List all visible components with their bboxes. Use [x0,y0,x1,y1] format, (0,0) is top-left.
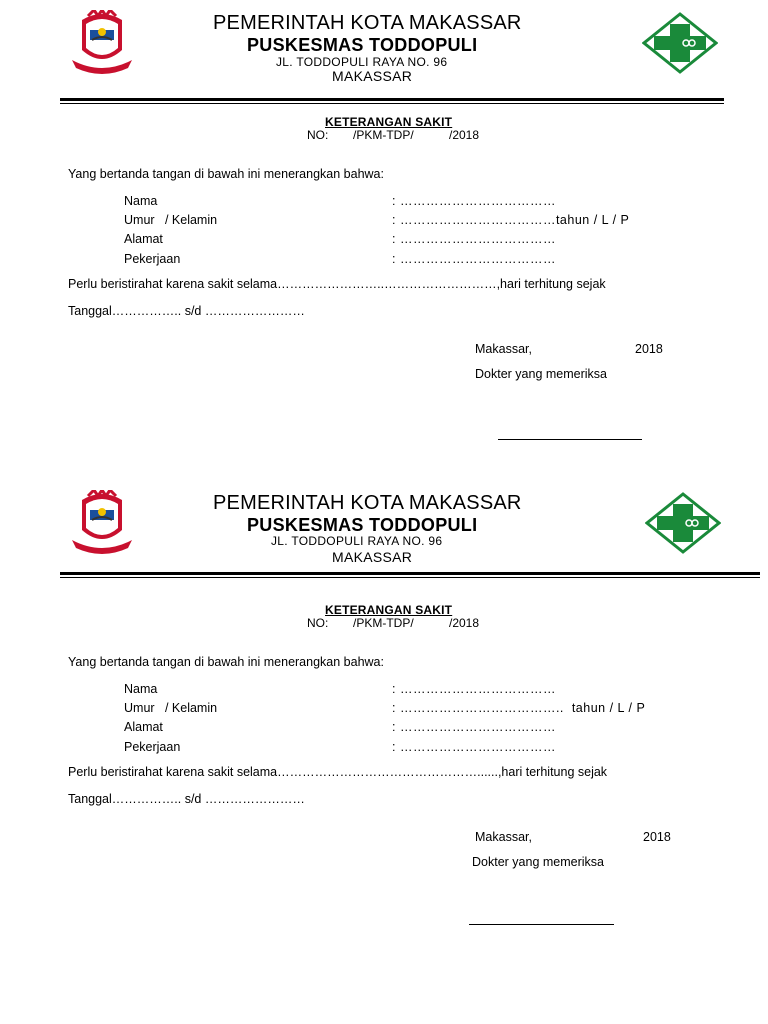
year-label: 2018 [643,830,671,844]
field-value-nama: : ……………………………… [392,194,556,208]
field-label-pekerjaan: Pekerjaan [124,252,181,266]
header-government: PEMERINTAH KOTA MAKASSAR [213,492,522,514]
year-label: 2018 [635,342,663,356]
puskesmas-cross-logo-icon [645,492,721,554]
header-institution: PUSKESMAS TODDOPULI [247,35,478,55]
field-value-nama: : ……………………………… [392,682,556,696]
intro-text: Yang bertanda tangan di bawah ini menerangkan bahwa: [68,655,384,669]
document-title: KETERANGAN SAKIT [325,603,453,617]
number-code: /PKM-TDP/ [353,128,414,142]
place-label: Makassar, [475,830,532,844]
rest-period-line: Perlu beristirahat karena sakit selama……………………..………………………,hari terhitung sejak [68,277,606,291]
intro-text: Yang bertanda tangan di bawah ini menerangkan bahwa: [68,167,384,181]
header-divider-thick [60,98,724,101]
field-label-umur: Umur / Kelamin [124,213,218,227]
date-range-line: Tanggal…………….. s/d …………………… [68,792,305,806]
field-value-alamat: : ……………………………… [392,232,556,246]
header-institution: PUSKESMAS TODDOPULI [247,515,478,535]
date-range-line: Tanggal…………….. s/d …………………… [68,304,305,318]
number-year: /2018 [449,128,480,142]
place-label: Makassar, [475,342,532,356]
field-label-umur: Umur / Kelamin [124,701,218,715]
header-divider-thin [60,103,724,104]
signature-line [469,924,614,925]
field-label-nama: Nama [124,194,158,208]
field-value-umur: : ………………………………tahun / L / P [392,213,630,227]
field-label-pekerjaan: Pekerjaan [124,740,181,754]
field-label-alamat: Alamat [124,232,163,246]
header-government: PEMERINTAH KOTA MAKASSAR [213,12,522,34]
signer-label: Dokter yang memeriksa [475,367,607,381]
number-code: /PKM-TDP/ [353,616,414,630]
header-divider-thin [60,577,760,578]
makassar-city-emblem-icon [68,10,136,74]
number-label: NO: [307,128,329,142]
header-city: MAKASSAR [332,68,413,84]
rest-period-line: Perlu beristirahat karena sakit selama…………………………………………......,hari terhitung sejak [68,765,608,779]
number-label: NO: [307,616,329,630]
field-value-pekerjaan: : ……………………………… [392,252,556,266]
field-label-alamat: Alamat [124,720,163,734]
field-value-alamat: : ……………………………… [392,720,556,734]
document-title: KETERANGAN SAKIT [325,115,453,129]
field-value-pekerjaan: : ……………………………… [392,740,556,754]
field-label-nama: Nama [124,682,158,696]
signature-line [498,439,642,440]
puskesmas-cross-logo-icon [642,12,718,74]
makassar-city-emblem-icon [68,490,136,554]
header-address: JL. TODDOPULI RAYA NO. 96 [271,534,443,548]
header-address: JL. TODDOPULI RAYA NO. 96 [276,55,448,69]
signer-label: Dokter yang memeriksa [472,855,604,869]
header-city: MAKASSAR [332,549,413,565]
number-year: /2018 [449,616,480,630]
header-divider-thick [60,572,760,575]
field-value-umur: : ……………………………….. tahun / L / P [392,701,646,715]
